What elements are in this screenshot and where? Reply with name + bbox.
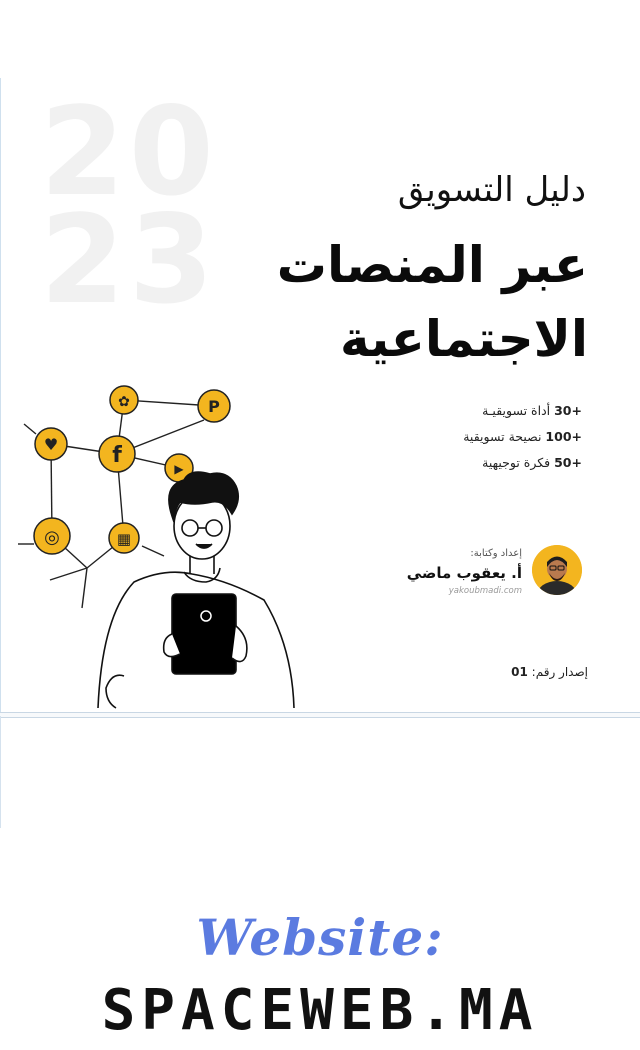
svg-text:▶: ▶	[174, 462, 184, 476]
stat-item	[322, 452, 582, 478]
stat-item	[322, 426, 582, 452]
svg-text:f: f	[112, 443, 122, 468]
edition-number	[511, 665, 588, 679]
edition-value: 01	[511, 665, 528, 679]
social-media-illustration	[14, 376, 314, 716]
year-bottom: 23	[40, 189, 218, 331]
person-figure	[98, 472, 294, 708]
instagram-icon	[34, 518, 70, 554]
photo-icon	[109, 523, 139, 553]
stats-list	[322, 400, 582, 478]
svg-text:♥: ♥	[43, 435, 59, 454]
stat-number: +30	[554, 403, 582, 418]
author-caption: إعداد وكتابة:	[470, 548, 522, 559]
title-main	[228, 228, 588, 376]
year-top: 20	[40, 81, 218, 223]
stat-number: +50	[554, 455, 582, 470]
svg-text:◎: ◎	[44, 527, 60, 548]
website-url[interactable]: SPACEWEB.MA	[101, 978, 539, 1043]
pinterest-icon	[198, 390, 230, 422]
facebook-icon	[99, 436, 135, 472]
snapchat-icon	[110, 386, 138, 414]
stat-number: +100	[545, 429, 582, 444]
edition-label: إصدار رقم:	[531, 665, 588, 679]
title-line-3: الاجتماعية	[340, 310, 588, 368]
author-name: أ. يعقوب ماضي	[406, 564, 522, 582]
svg-text:▦: ▦	[116, 530, 132, 548]
svg-text:✿: ✿	[118, 394, 130, 410]
author-block	[322, 548, 522, 596]
svg-text:P: P	[208, 397, 220, 416]
stat-text: أداة تسويقيـة	[482, 403, 551, 418]
year-watermark	[40, 81, 230, 331]
author-website: yakoubmadi.com	[448, 586, 522, 596]
heart-icon	[35, 428, 67, 460]
website-label: Website:	[196, 908, 444, 967]
stat-text: نصيحة تسويقية	[463, 429, 542, 444]
next-page-edge	[0, 716, 1, 828]
title-subtitle: دليل التسويق	[397, 170, 586, 210]
stat-item	[322, 400, 582, 426]
title-line-2: عبر المنصات	[276, 236, 588, 294]
author-avatar	[532, 545, 582, 595]
stat-text: فكرة توجيهية	[482, 455, 551, 470]
